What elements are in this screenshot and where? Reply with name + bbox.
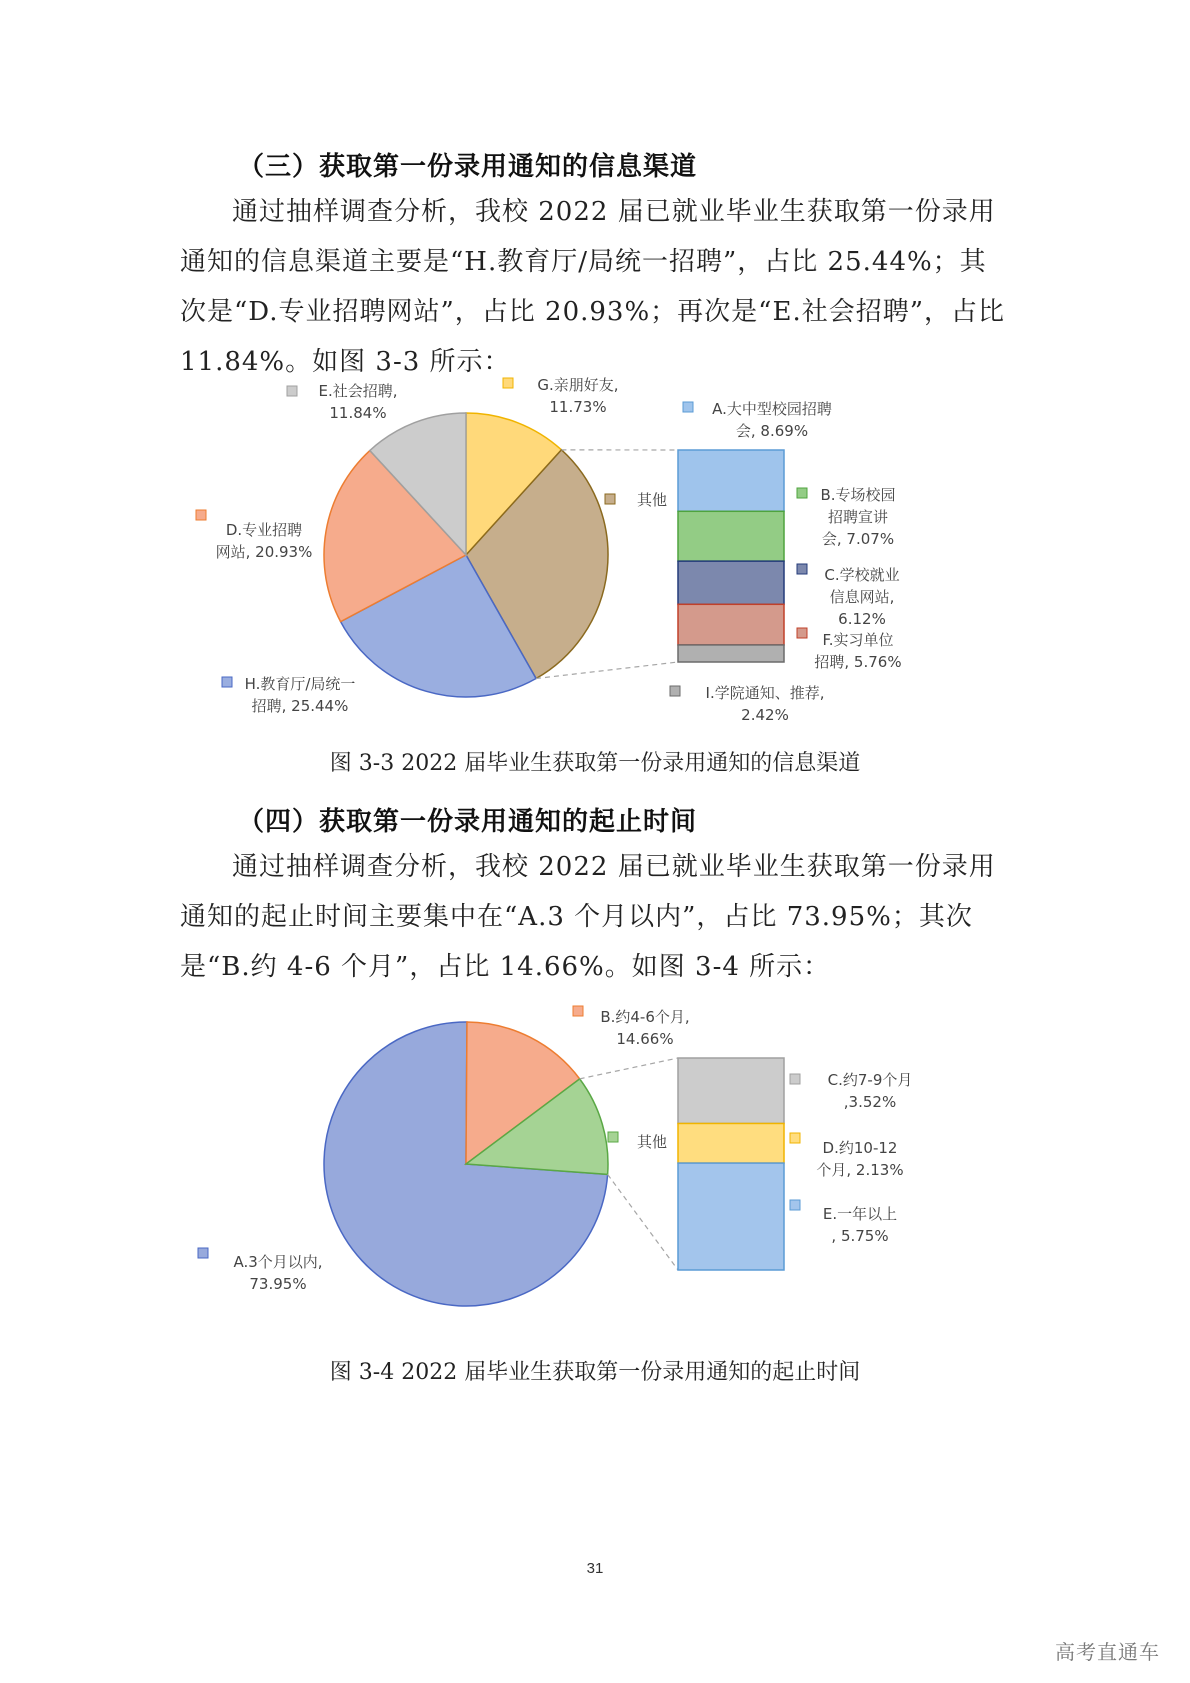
paragraph-timing (180, 842, 1010, 992)
timing-data-label-a-1: A.3个月以内, (233, 1253, 323, 1271)
channels-bar-segment-a (678, 450, 784, 511)
channels-data-label-i-2: 2.42% (741, 706, 789, 724)
timing-bar-segment-d (678, 1123, 784, 1163)
channels-data-label-b-2: 招聘宣讲 (827, 508, 889, 526)
channels-bar-segment-f (678, 604, 784, 645)
channels-bar-segment-c (678, 561, 784, 604)
chart-offer-timing-svg (0, 990, 1190, 1330)
channels-legend-marker-d (196, 510, 206, 520)
figure-caption-3-4: 图 3-4 2022 届毕业生获取第一份录用通知的起止时间 (329, 1360, 861, 1385)
chart-offer-timing-bar (678, 1058, 784, 1270)
timing-bar-segment-e (678, 1163, 784, 1270)
timing-data-label-other-1: 其他 (636, 1133, 668, 1151)
timing-data-label-b-1: B.约4-6个月, (600, 1008, 690, 1026)
chart-offer-timing (0, 990, 1190, 1330)
channels-data-label-i-1: I.学院通知、推荐, (705, 684, 825, 702)
timing-data-label-a-2: 73.95% (249, 1275, 307, 1293)
figure-caption-3-3: 图 3-3 2022 届毕业生获取第一份录用通知的信息渠道 (329, 751, 861, 776)
timing-legend-marker-other (608, 1132, 618, 1142)
channels-legend-marker-i (670, 686, 680, 696)
channels-bar-segment-i (678, 645, 784, 662)
timing-data-label-c-2: ,3.52% (843, 1093, 897, 1111)
chart-info-channels-pie (324, 413, 608, 697)
channels-bar-segment-b (678, 511, 784, 561)
channels-data-label-c-3: 6.12% (838, 610, 886, 628)
timing-legend-marker-e (790, 1200, 800, 1210)
channels-data-label-f-1: F.实习单位 (822, 631, 894, 649)
watermark: 高考直通车 (1055, 1640, 1160, 1664)
channels-legend-marker-b (797, 488, 807, 498)
channels-data-label-h-2: 招聘, 25.44% (251, 697, 349, 715)
channels-data-label-e-1: E.社会招聘, (318, 382, 398, 400)
channels-data-label-d-1: D.专业招聘 (225, 521, 303, 539)
paragraph-channels (180, 187, 1010, 387)
timing-data-label-d-1: D.约10-12 (822, 1139, 898, 1157)
timing-legend-marker-a (198, 1248, 208, 1258)
channels-data-label-b-3: 会, 7.07% (821, 530, 895, 548)
channels-data-label-e-2: 11.84% (329, 404, 387, 422)
chart-info-channels (0, 370, 1190, 740)
timing-data-label-e-1: E.一年以上 (822, 1205, 898, 1223)
timing-legend-marker-b (573, 1006, 583, 1016)
channels-data-label-f-2: 招聘, 5.76% (814, 653, 902, 671)
channels-data-label-a-1: A.大中型校园招聘 (712, 400, 832, 418)
timing-connector-top (580, 1058, 678, 1079)
channels-data-label-b-1: B.专场校园 (820, 486, 896, 504)
channels-legend-marker-c (797, 564, 807, 574)
channels-legend-marker-a (683, 402, 693, 412)
channels-legend-marker-other (605, 494, 615, 504)
timing-connector-bottom (608, 1174, 678, 1270)
chart-info-channels-bar (678, 450, 784, 662)
channels-data-label-a-2: 会, 8.69% (735, 422, 809, 440)
channels-legend-marker-g (503, 378, 513, 388)
timing-legend-marker-d (790, 1133, 800, 1143)
chart-info-channels-svg (0, 370, 1190, 740)
channels-legend-marker-f (797, 628, 807, 638)
channels-data-label-h-1: H.教育厅/局统一 (244, 675, 356, 693)
timing-bar-segment-c (678, 1058, 784, 1123)
section-heading-timing: （四）获取第一份录用通知的起止时间 (238, 807, 698, 837)
channels-legend-marker-e (287, 386, 297, 396)
section-heading-channels: （三）获取第一份录用通知的信息渠道 (238, 152, 698, 182)
channels-data-label-g-2: 11.73% (549, 398, 607, 416)
channels-data-label-other-1: 其他 (636, 491, 668, 509)
timing-data-label-c-1: C.约7-9个月 (827, 1071, 913, 1089)
paragraph-channels-text: 通过抽样调查分析，我校 2022 届已就业毕业生获取第一份录用通知的信息渠道主要是“H.教育厅/局统一招聘”，占比 25.44%；其次是“D.专业招聘网站”，占比 20.93%；再次是“E.社会招聘”，占比 11.84%。如图 3-3 所示： (180, 197, 1005, 377)
channels-data-label-c-1: C.学校就业 (824, 566, 900, 584)
page-number: 31 (586, 1560, 604, 1577)
timing-data-label-d-2: 个月, 2.13% (816, 1161, 904, 1179)
channels-data-label-d-2: 网站, 20.93% (215, 543, 313, 561)
channels-legend-marker-h (222, 677, 232, 687)
channels-data-label-c-2: 信息网站, (829, 588, 895, 606)
timing-legend-marker-c (790, 1074, 800, 1084)
paragraph-timing-text: 通过抽样调查分析，我校 2022 届已就业毕业生获取第一份录用通知的起止时间主要集中在“A.3 个月以内”，占比 73.95%；其次是“B.约 4-6 个月”，占比 14.66%。如图 3-4 所示： (180, 852, 996, 982)
chart-offer-timing-pie (324, 1022, 608, 1306)
timing-data-label-b-2: 14.66% (616, 1030, 674, 1048)
timing-data-label-e-2: , 5.75% (831, 1227, 889, 1245)
channels-data-label-g-1: G.亲朋好友, (537, 376, 619, 394)
